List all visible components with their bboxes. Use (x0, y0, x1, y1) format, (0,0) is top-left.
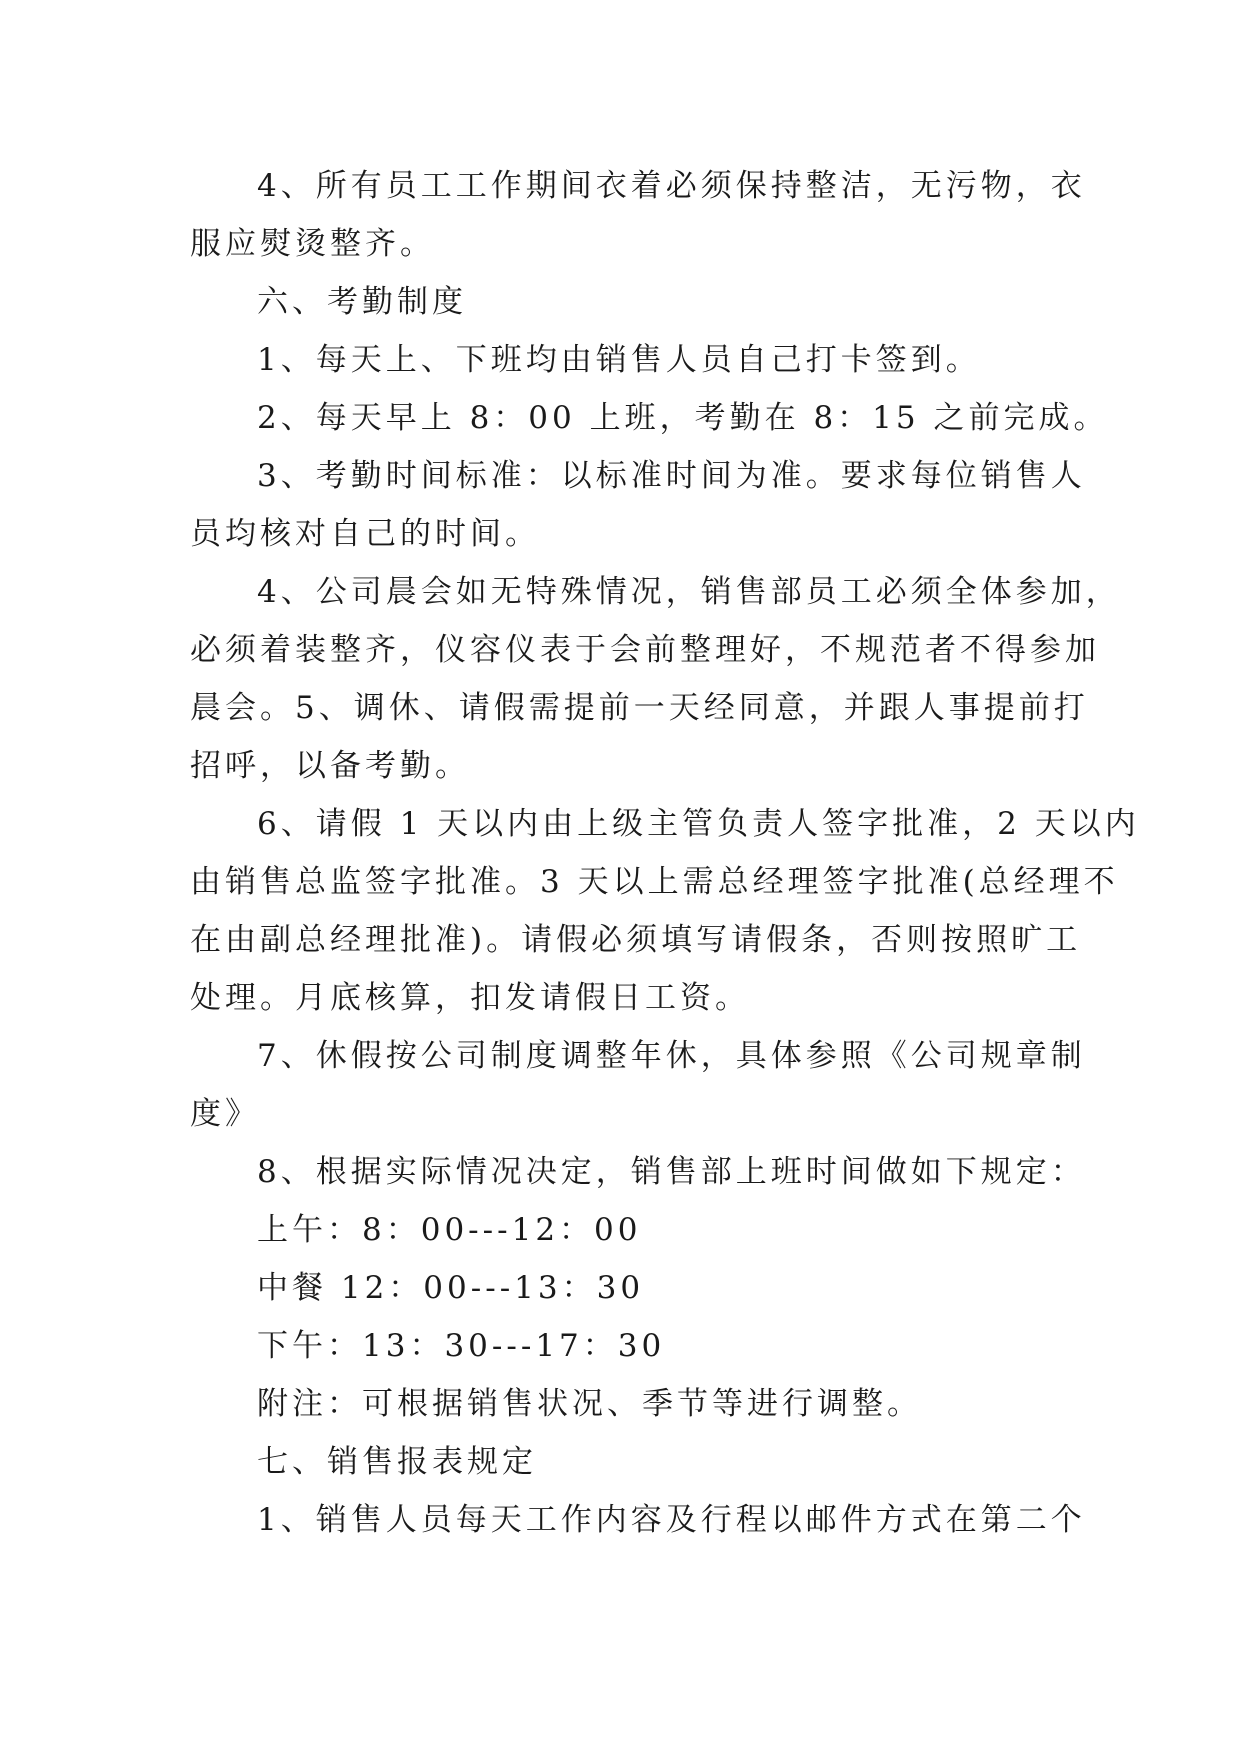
text-line: 7、休假按公司制度调整年休，具体参照《公司规章制 (257, 1038, 1086, 1074)
text-line: 8、根据实际情况决定，销售部上班时间做如下规定： (257, 1154, 1086, 1190)
text-line: 4、公司晨会如无特殊情况，销售部员工必须全体参加， (257, 574, 1121, 610)
text-line: 度》 (190, 1096, 260, 1132)
text-line: 处理。月底核算，扣发请假日工资。 (190, 980, 750, 1016)
text-line: 附注：可根据销售状况、季节等进行调整。 (257, 1386, 922, 1422)
text-line: 1、销售人员每天工作内容及行程以邮件方式在第二个 (257, 1502, 1086, 1538)
schedule-morning: 上午：8：00---12：00 (257, 1212, 642, 1248)
schedule-afternoon: 下午：13：30---17：30 (257, 1328, 666, 1364)
text-line: 1、每天上、下班均由销售人员自己打卡签到。 (257, 342, 981, 378)
text-line: 晨会。5、调休、请假需提前一天经同意，并跟人事提前打 (190, 690, 1089, 726)
text-line: 2、每天早上 8：00 上班，考勤在 8：15 之前完成。 (257, 400, 1109, 436)
text-line: 4、所有员工工作期间衣着必须保持整洁，无污物，衣 (257, 168, 1086, 204)
section-heading: 六、考勤制度 (257, 284, 467, 320)
text-line: 服应熨烫整齐。 (190, 226, 435, 262)
text-line: 6、请假 1 天以内由上级主管负责人签字批准，2 天以内 (257, 806, 1140, 842)
text-line: 由销售总监签字批准。3 天以上需总经理签字批准(总经理不 (190, 864, 1119, 900)
text-line: 3、考勤时间标准：以标准时间为准。要求每位销售人 (257, 458, 1086, 494)
text-line: 必须着装整齐，仪容仪表于会前整理好，不规范者不得参加 (190, 632, 1100, 668)
schedule-lunch: 中餐 12：00---13：30 (257, 1270, 645, 1306)
text-line: 员均核对自己的时间。 (190, 516, 540, 552)
text-line: 在由副总经理批准)。请假必须填写请假条，否则按照旷工 (190, 922, 1082, 958)
text-line: 招呼，以备考勤。 (190, 748, 470, 784)
section-heading: 七、销售报表规定 (257, 1444, 537, 1480)
